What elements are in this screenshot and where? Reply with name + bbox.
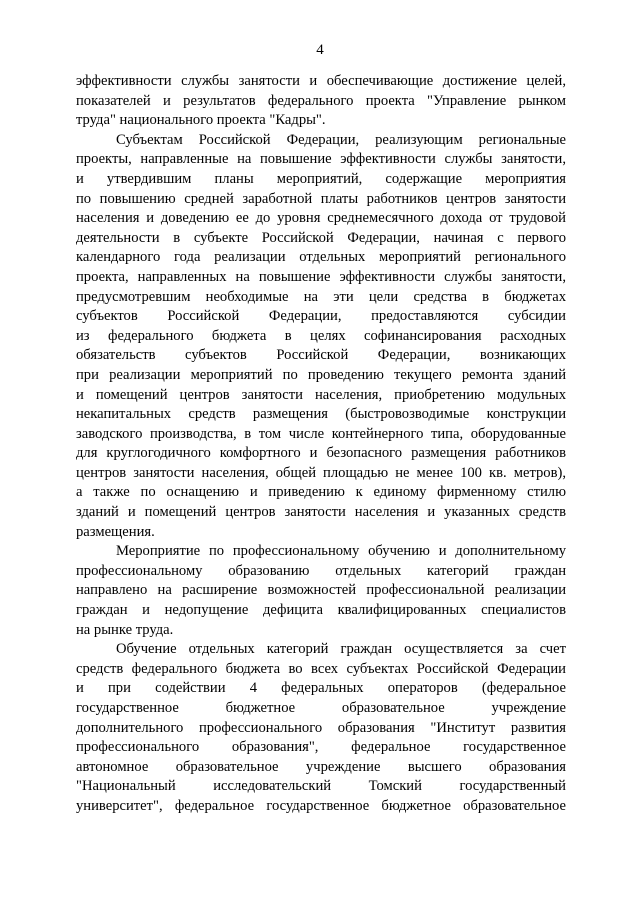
text-line: средств федерального бюджета во всех субъектах Российской Федерации bbox=[76, 660, 566, 677]
text-line: предусмотревшим необходимые на эти цели средства в бюджетах bbox=[76, 288, 566, 305]
text-line: направлено на расширение возможностей профессиональной реализации bbox=[76, 582, 566, 599]
text-line: профессионального образования", федеральное государственное bbox=[76, 739, 566, 756]
text-line: и при содействии 4 федеральных операторов (федеральное bbox=[76, 680, 566, 697]
text-line: из федерального бюджета в целях софинансирования расходных bbox=[76, 327, 566, 344]
text-line: проекта, направленных на повышение эффективности службы занятости, bbox=[76, 268, 566, 285]
text-line: размещения. bbox=[76, 523, 155, 540]
text-line: Обучение отдельных категорий граждан осуществляется за счет bbox=[116, 641, 566, 658]
text-line: зданий и помещений центров занятости населения и указанных средств bbox=[76, 504, 566, 521]
text-line: дополнительного профессионального образования "Институт развития bbox=[76, 719, 566, 736]
text-line: обязательств субъектов Российской Федерации, возникающих bbox=[76, 347, 566, 364]
text-line: Субъектам Российской Федерации, реализующим региональные bbox=[116, 131, 566, 148]
text-line: субъектов Российской Федерации, предоставляются субсидии bbox=[76, 308, 566, 325]
text-line: деятельности в субъекте Российской Федерации, начиная с первого bbox=[76, 229, 566, 246]
text-line: труда" национального проекта "Кадры". bbox=[76, 112, 326, 129]
text-line: эффективности службы занятости и обеспечивающие достижение целей, bbox=[76, 73, 566, 89]
text-line: университет", федеральное государственное бюджетное образовательное bbox=[76, 797, 566, 814]
text-line: населения и доведению ее до уровня среднемесячного дохода от трудовой bbox=[76, 210, 566, 227]
text-line: граждан и недопущение дефицита квалифицированных специалистов bbox=[76, 602, 566, 619]
text-line: некапитальных средств размещения (быстровозводимые конструкции bbox=[76, 406, 566, 423]
text-line: календарного года реализации отдельных мероприятий регионального bbox=[76, 249, 566, 266]
text-line: по повышению средней заработной платы работников центров занятости bbox=[76, 190, 566, 207]
page-number: 4 bbox=[316, 42, 324, 58]
text-line: профессиональному образованию отдельных категорий граждан bbox=[76, 562, 566, 579]
text-line: проекты, направленные на повышение эффективности службы занятости, bbox=[76, 151, 566, 168]
text-line: автономное образовательное учреждение высшего образования bbox=[76, 758, 566, 775]
text-line: "Национальный исследовательский Томский государственный bbox=[76, 778, 566, 795]
text-line: а также по оснащению и приведению к единому фирменному стилю bbox=[76, 484, 566, 501]
text-line: центров занятости населения, общей площадью не менее 100 кв. метров), bbox=[76, 464, 566, 481]
document-body bbox=[76, 72, 566, 817]
text-line: государственное бюджетное образовательное учреждение bbox=[76, 700, 566, 716]
text-line: заводского производства, в том числе контейнерного типа, оборудованные bbox=[76, 425, 566, 442]
text-line: и утвердившим планы мероприятий, содержащие мероприятия bbox=[76, 170, 566, 187]
text-line: Мероприятие по профессиональному обучению и дополнительному bbox=[116, 543, 566, 560]
text-line: показателей и результатов федерального проекта "Управление рынком bbox=[76, 92, 566, 109]
text-line: при реализации мероприятий по проведению текущего ремонта зданий bbox=[76, 366, 566, 383]
text-line: для круглогодичного комфортного и безопасного размещения работников bbox=[76, 445, 566, 462]
text-line: и помещений центров занятости населения, приобретению модульных bbox=[76, 386, 566, 403]
text-line: на рынке труда. bbox=[76, 621, 174, 638]
